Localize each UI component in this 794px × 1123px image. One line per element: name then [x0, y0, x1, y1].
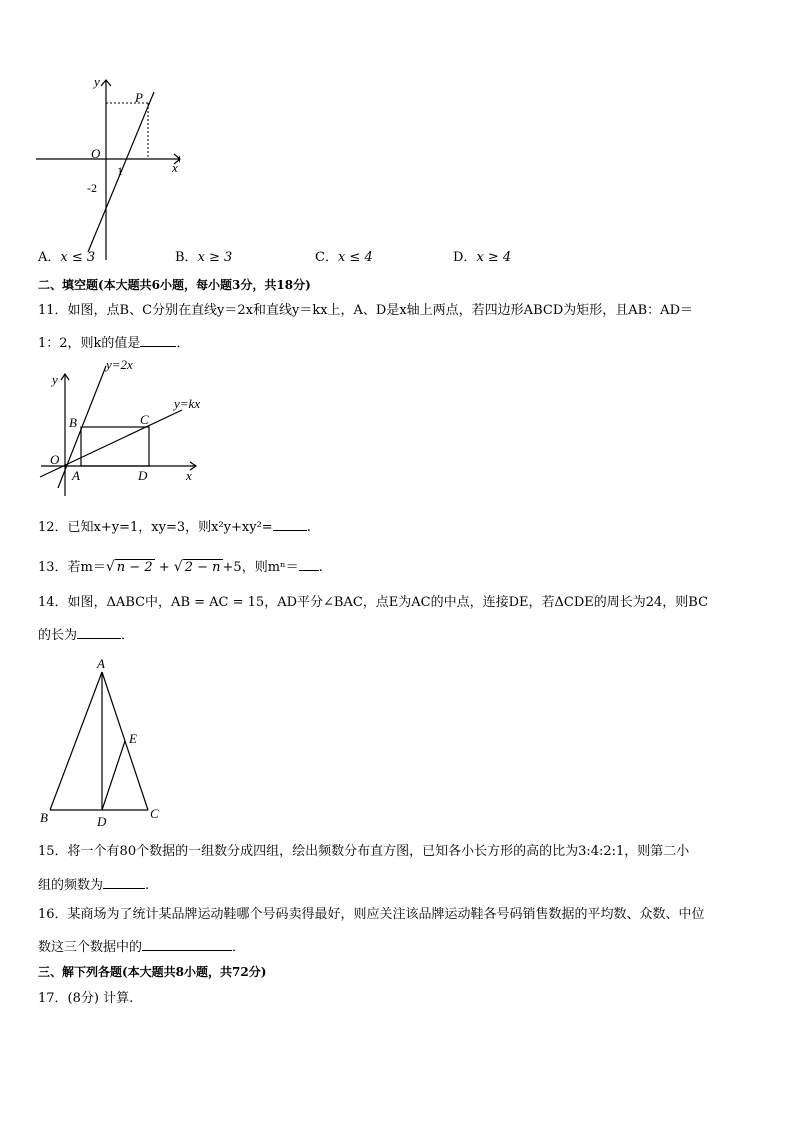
section-3-heading: 三、解下列各题(本大题共8小题，共72分) [38, 965, 267, 979]
q15-line1: 15．将一个有80个数据的一组数分成四组，绘出频数分布直方图，已知各小长方形的高的比为3:4:2:1，则第二小 [38, 844, 690, 859]
q17: 17．(8分) 计算. [38, 991, 134, 1006]
point-d-label: D [97, 814, 107, 829]
y-label: y [94, 74, 100, 89]
point-b-label: B [40, 810, 48, 825]
q13-answer-blank[interactable] [299, 556, 319, 571]
choice-d[interactable]: D．x ≥ 4 [453, 250, 512, 265]
point-d-label: D [138, 468, 148, 483]
figure-triangle-abc [36, 652, 166, 830]
choice-b[interactable]: B．x ≥ 3 [175, 250, 233, 265]
segment-de [102, 741, 125, 810]
q13: 13．若m＝√ n − 2 + √ 2 − n +5，则mⁿ＝ . [38, 556, 323, 577]
q11-line2: 1：2，则k的值是 ． [38, 332, 189, 353]
origin-label: O [91, 146, 101, 161]
point-b-label: B [69, 415, 77, 430]
label-ykx: y=kx [174, 396, 201, 411]
q12: 12．已知x+y=1，xy=3，则x²y+xy²= . [38, 516, 311, 537]
side-ab [50, 672, 102, 810]
q16-line1: 16．某商场为了统计某品牌运动鞋哪个号码卖得最好，则应关注该品牌运动鞋各号码销售数据的平均数、众数、中位 [38, 907, 705, 922]
choice-c[interactable]: C．x ≤ 4 [315, 250, 373, 265]
figure-linear-graph [30, 70, 190, 260]
q16-answer-blank[interactable] [142, 936, 232, 951]
tick-neg2-label: -2 [87, 181, 97, 195]
section-2-heading: 二、填空题(本大题共6小题，每小题3分，共18分) [38, 278, 311, 292]
q16-line2: 数这三个数据中的 ． [38, 936, 245, 957]
point-c-label: C [150, 806, 159, 821]
q15-answer-blank[interactable] [103, 874, 145, 889]
point-a-label: A [97, 656, 105, 671]
origin-label: O [50, 452, 60, 467]
line-ykx [40, 410, 182, 477]
point-e-label: E [129, 731, 137, 746]
q15-line2: 组的频数为 . [38, 874, 149, 895]
point-a-label: A [72, 468, 80, 483]
x-label: x [186, 468, 192, 483]
q11-answer-blank[interactable] [140, 332, 176, 347]
rectangle-abcd [81, 427, 149, 466]
q14-line2: 的长为 ． [38, 624, 134, 645]
figure-rectangle-lines [36, 352, 216, 498]
choice-a[interactable]: A．x ≤ 3 [38, 250, 96, 265]
q14-answer-blank[interactable] [77, 624, 121, 639]
q14-line1: 14．如图，ΔABC中，AB = AC = 15，AD平分∠BAC，点E为AC的中点，连接DE，若ΔCDE的周长为24，则BC [38, 595, 709, 610]
label-y2x: y=2x [106, 357, 133, 372]
q12-answer-blank[interactable] [273, 516, 307, 531]
y-label: y [52, 372, 58, 387]
point-c-label: C [140, 412, 149, 427]
q11-line1: 11．如图，点B、C分别在直线y＝2x和直线y＝kx上，A、D是x轴上两点，若四边形ABCD为矩形，且AB：AD＝ [38, 303, 693, 318]
q13-sqrt-2: 2 − n [184, 560, 221, 575]
point-p-label: P [135, 90, 143, 105]
q13-sqrt-1: n − 2 [116, 560, 153, 575]
tick-1-label: 1 [117, 164, 123, 178]
x-label: x [172, 160, 178, 175]
